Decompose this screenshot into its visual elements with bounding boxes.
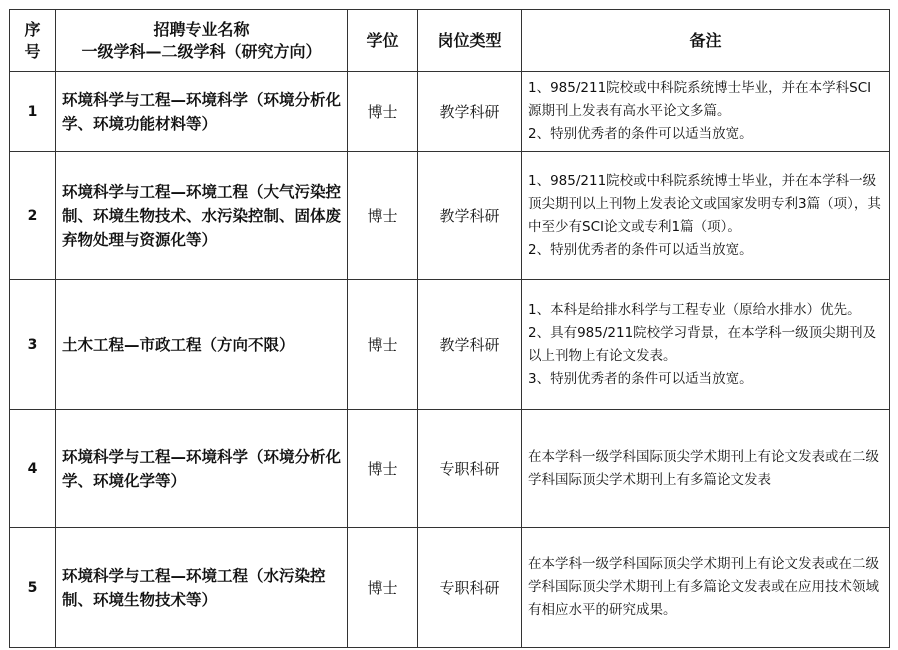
row-position-type: 教学科研	[418, 280, 522, 410]
row-major: 环境科学与工程—环境工程（大气污染控制、环境生物技术、水污染控制、固体废弃物处理与资源化等）	[56, 152, 348, 280]
row-major: 环境科学与工程—环境科学（环境分析化学、环境功能材料等）	[56, 72, 348, 152]
row-position-type: 专职科研	[418, 410, 522, 528]
table-row	[10, 528, 890, 648]
note-line: 在本学科一级学科国际顶尖学术期刊上有论文发表或在二级学科国际顶尖学术期刊上有多篇论文发表或在应用技术领域有相应水平的研究成果。	[528, 556, 879, 618]
note-line: 3、特别优秀者的条件可以适当放宽。	[528, 370, 753, 387]
row-major: 环境科学与工程—环境工程（水污染控制、环境生物技术等）	[56, 528, 348, 648]
row-position-type: 教学科研	[418, 152, 522, 280]
table-header-row	[10, 10, 890, 72]
row-seq: 1	[10, 72, 56, 152]
table-row	[10, 152, 890, 280]
row-notes	[522, 280, 890, 410]
header-position-type: 岗位类型	[418, 10, 522, 72]
row-notes	[522, 528, 890, 648]
row-degree: 博士	[348, 280, 418, 410]
row-notes	[522, 72, 890, 152]
note-line: 2、具有985/211院校学习背景，在本学科一级顶尖期刊及以上刊物上有论文发表。	[528, 324, 877, 364]
note-line: 1、985/211院校或中科院系统博士毕业，并在本学科SCI源期刊上发表有高水平论文多篇。	[528, 80, 872, 119]
header-major-line: 一级学科—二级学科（研究方向）	[81, 41, 322, 61]
recruitment-table	[9, 9, 890, 648]
header-notes: 备注	[522, 10, 890, 72]
row-major: 土木工程—市政工程（方向不限）	[56, 280, 348, 410]
row-position-type: 教学科研	[418, 72, 522, 152]
row-seq: 3	[10, 280, 56, 410]
table-row	[10, 410, 890, 528]
header-seq-line: 号	[24, 41, 41, 61]
row-major: 环境科学与工程—环境科学（环境分析化学、环境化学等）	[56, 410, 348, 528]
row-degree: 博士	[348, 410, 418, 528]
note-line: 2、特别优秀者的条件可以适当放宽。	[528, 126, 753, 142]
row-notes	[522, 152, 890, 280]
row-degree: 博士	[348, 72, 418, 152]
header-seq	[10, 10, 56, 72]
row-notes	[522, 410, 890, 528]
header-major-line: 招聘专业名称	[153, 19, 250, 39]
header-degree: 学位	[348, 10, 418, 72]
table-row	[10, 280, 890, 410]
row-seq: 2	[10, 152, 56, 280]
header-seq-line: 序	[24, 19, 41, 39]
note-line: 1、985/211院校或中科院系统博士毕业，并在本学科一级顶尖期刊以上刊物上发表论文或国家发明专利3篇（项），其中至少有SCI论文或专利1篇（项）。	[528, 172, 881, 235]
row-degree: 博士	[348, 152, 418, 280]
row-seq: 4	[10, 410, 56, 528]
row-degree: 博士	[348, 528, 418, 648]
row-position-type: 专职科研	[418, 528, 522, 648]
row-seq: 5	[10, 528, 56, 648]
table-row	[10, 72, 890, 152]
note-line: 在本学科一级学科国际顶尖学术期刊上有论文发表或在二级学科国际顶尖学术期刊上有多篇论文发表	[528, 448, 879, 488]
header-major	[56, 10, 348, 72]
note-line: 2、特别优秀者的条件可以适当放宽。	[528, 241, 753, 258]
note-line: 1、本科是给排水科学与工程专业（原给水排水）优先。	[528, 301, 861, 318]
